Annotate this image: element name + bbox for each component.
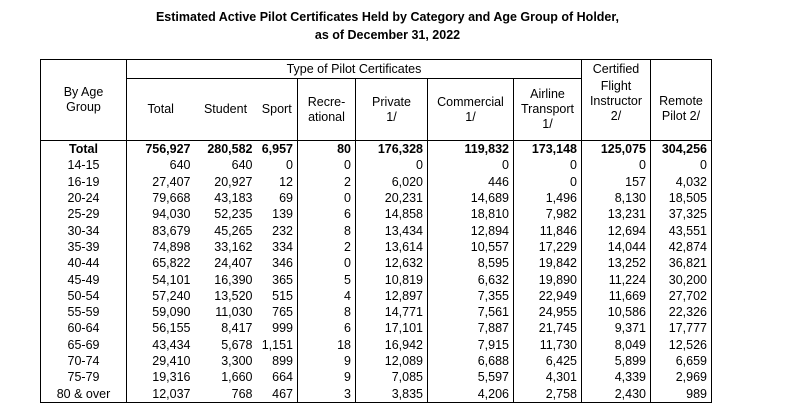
- value-cell: 52,235: [214, 207, 253, 222]
- value-cell: 6,957: [257, 141, 298, 158]
- header-remote-top: [651, 60, 712, 79]
- value-cell: 446: [428, 174, 514, 190]
- value-cell: 11,030: [215, 305, 253, 320]
- value-cell: 8,417: [221, 321, 253, 336]
- value-cell: 5,597: [428, 369, 514, 385]
- value-cell: 2: [298, 174, 356, 190]
- value-cell: 280,582: [195, 141, 257, 158]
- value-cell: 1,660: [221, 370, 253, 385]
- value-cell: 37,325: [651, 206, 712, 222]
- value-cell: 11,669: [582, 288, 651, 304]
- value-cell: 365: [272, 272, 293, 287]
- value-cell: 94,030: [127, 206, 195, 222]
- value-cell: 12,694: [582, 222, 651, 238]
- value-cell: 0: [651, 157, 712, 173]
- table-row: [41, 337, 712, 353]
- value-cell: 8,595: [428, 255, 514, 271]
- value-cell: 8,049: [582, 337, 651, 353]
- value-cell: 30,200: [651, 271, 712, 287]
- value-cell: 12,089: [356, 353, 428, 369]
- value-cell: 765: [272, 305, 293, 320]
- value-cell: 20,231: [356, 190, 428, 206]
- table-row: [41, 239, 712, 255]
- value-cell: 9,371: [582, 320, 651, 336]
- value-cell: 119,832: [428, 141, 514, 158]
- value-cell: 346: [272, 256, 293, 271]
- value-cell: 14,689: [428, 190, 514, 206]
- value-cell: 59,090: [127, 304, 195, 320]
- value-cell: 54,101: [127, 271, 195, 287]
- value-cell: 6: [298, 206, 356, 222]
- value-cell: 11,730: [514, 337, 582, 353]
- age-group-cell: 60-64: [41, 320, 127, 336]
- value-cell: 999: [272, 321, 293, 336]
- age-group-cell: 35-39: [41, 239, 127, 255]
- value-cell: 33,162: [214, 239, 253, 254]
- value-cell: 13,520: [214, 288, 253, 303]
- value-cell: 13,614: [356, 239, 428, 255]
- value-cell: 664: [272, 370, 293, 385]
- header-student: Student: [203, 102, 248, 116]
- value-cell: 18: [298, 337, 356, 353]
- age-group-cell: 65-69: [41, 337, 127, 353]
- value-cell: 43,551: [651, 222, 712, 238]
- table-row: [41, 320, 712, 336]
- value-cell: 515: [272, 288, 293, 303]
- value-cell: 43,434: [127, 337, 195, 353]
- value-cell: 6,632: [428, 271, 514, 287]
- value-cell: 22,326: [651, 304, 712, 320]
- value-cell: 20,927: [214, 174, 253, 189]
- value-cell: 13,252: [582, 255, 651, 271]
- value-cell: 6,425: [514, 353, 582, 369]
- table-row: [41, 271, 712, 287]
- value-cell: 69: [279, 191, 293, 206]
- value-cell: 17,101: [356, 320, 428, 336]
- value-cell: 0: [514, 174, 582, 190]
- value-cell: 7,915: [428, 337, 514, 353]
- value-cell: 7,887: [428, 320, 514, 336]
- value-cell: 0: [582, 157, 651, 173]
- age-group-cell: 30-34: [41, 222, 127, 238]
- value-cell: 18,810: [428, 206, 514, 222]
- header-private: Private 1/: [356, 79, 428, 141]
- value-cell: 640: [127, 157, 195, 173]
- value-cell: 45,265: [214, 223, 253, 238]
- value-cell: 18,505: [651, 190, 712, 206]
- value-cell: 4,206: [428, 385, 514, 402]
- value-cell: 16,390: [214, 272, 253, 287]
- value-cell: 6,688: [428, 353, 514, 369]
- value-cell: 14,044: [582, 239, 651, 255]
- value-cell: 9: [298, 369, 356, 385]
- value-cell: 22,949: [514, 288, 582, 304]
- table-row: [41, 353, 712, 369]
- value-cell: 0: [286, 158, 293, 173]
- value-cell: 19,316: [127, 369, 195, 385]
- value-cell: 232: [272, 223, 293, 238]
- value-cell: 17,229: [514, 239, 582, 255]
- value-cell: 11,224: [582, 271, 651, 287]
- value-cell: 3,300: [221, 354, 253, 368]
- value-cell: 42,874: [651, 239, 712, 255]
- value-cell: 3,835: [356, 385, 428, 402]
- value-cell: 27,407: [127, 174, 195, 190]
- value-cell: 12,526: [651, 337, 712, 353]
- pilot-certificates-table: [40, 59, 712, 403]
- total-row: [41, 141, 712, 158]
- value-cell: 5,678: [221, 337, 253, 352]
- value-cell: 7,085: [356, 369, 428, 385]
- value-cell: 12,037: [127, 385, 195, 402]
- value-cell: 8,130: [582, 190, 651, 206]
- value-cell: 27,702: [651, 288, 712, 304]
- value-cell: 80: [298, 141, 356, 158]
- header-airline-transport: Airline Transport 1/: [514, 79, 582, 141]
- table-title-line-2: as of December 31, 2022: [314, 28, 461, 42]
- table-row: [41, 157, 712, 173]
- value-cell: 7,355: [428, 288, 514, 304]
- value-cell: 11,846: [514, 222, 582, 238]
- age-group-cell: Total: [41, 141, 127, 158]
- value-cell: 1,496: [514, 190, 582, 206]
- value-cell: 13,231: [582, 206, 651, 222]
- value-cell: 2,430: [582, 385, 651, 402]
- value-cell: 29,410: [127, 353, 195, 369]
- header-cfi-top: Certified: [582, 60, 651, 79]
- value-cell: 56,155: [127, 320, 195, 336]
- value-cell: 756,927: [127, 141, 195, 158]
- age-group-cell: 55-59: [41, 304, 127, 320]
- table-row: [41, 255, 712, 271]
- value-cell: 13,434: [356, 222, 428, 238]
- value-cell: 43,183: [214, 191, 253, 206]
- header-flight-instructor: Flight Instructor 2/: [582, 79, 651, 141]
- value-cell: 12,894: [428, 222, 514, 238]
- value-cell: 0: [298, 255, 356, 271]
- value-cell: 19,842: [514, 255, 582, 271]
- value-cell: 7,982: [514, 206, 582, 222]
- table-row: [41, 304, 712, 320]
- value-cell: 157: [582, 174, 651, 190]
- table-row: [41, 288, 712, 304]
- header-sport: Sport: [261, 102, 292, 116]
- value-cell: 12,632: [356, 255, 428, 271]
- value-cell: 10,586: [582, 304, 651, 320]
- age-group-cell: 45-49: [41, 271, 127, 287]
- value-cell: 2,758: [514, 385, 582, 402]
- value-cell: 83,679: [127, 222, 195, 238]
- value-cell: 17,777: [651, 320, 712, 336]
- value-cell: 14,771: [356, 304, 428, 320]
- value-cell: 5: [298, 271, 356, 287]
- value-cell: 139: [272, 207, 293, 222]
- value-cell: 0: [356, 157, 428, 173]
- header-age-group: By Age Group: [41, 60, 127, 141]
- value-cell: 4: [298, 288, 356, 304]
- value-cell: 65,822: [127, 255, 195, 271]
- value-cell: 0: [428, 157, 514, 173]
- value-cell: 7,561: [428, 304, 514, 320]
- header-remote-pilot: Remote Pilot 2/: [651, 79, 712, 141]
- table-row: [41, 206, 712, 222]
- value-cell: 899: [272, 354, 293, 368]
- value-cell: 125,075: [582, 141, 651, 158]
- age-group-cell: 20-24: [41, 190, 127, 206]
- value-cell: 12,897: [356, 288, 428, 304]
- value-cell: 19,890: [514, 271, 582, 287]
- table-row: [41, 222, 712, 238]
- value-cell: 6: [298, 320, 356, 336]
- value-cell: 8: [298, 222, 356, 238]
- value-cell: 21,745: [514, 320, 582, 336]
- header-commercial: Commercial 1/: [428, 79, 514, 141]
- table-title-line-1: Estimated Active Pilot Certificates Held by Category and Age Group of Holder,: [155, 10, 620, 24]
- value-cell: 0: [298, 157, 356, 173]
- table-row: [41, 385, 712, 402]
- value-cell: 24,407: [214, 256, 253, 271]
- value-cell: 12: [279, 174, 293, 189]
- age-group-cell: 75-79: [41, 369, 127, 385]
- value-cell: 16,942: [356, 337, 428, 353]
- age-group-cell: 70-74: [41, 353, 127, 369]
- value-cell: 304,256: [651, 141, 712, 158]
- table-row: [41, 190, 712, 206]
- age-group-cell: 16-19: [41, 174, 127, 190]
- value-cell: 4,032: [651, 174, 712, 190]
- value-cell: 36,821: [651, 255, 712, 271]
- value-cell: 173,148: [514, 141, 582, 158]
- value-cell: 2: [298, 239, 356, 255]
- value-cell: 4,339: [582, 369, 651, 385]
- header-total: Total: [127, 79, 195, 141]
- value-cell: 467: [257, 385, 298, 402]
- value-cell: 640: [231, 158, 253, 173]
- age-group-cell: 50-54: [41, 288, 127, 304]
- value-cell: 8: [298, 304, 356, 320]
- value-cell: 10,557: [428, 239, 514, 255]
- value-cell: 6,659: [651, 353, 712, 369]
- value-cell: 176,328: [356, 141, 428, 158]
- table-row: [41, 174, 712, 190]
- age-group-cell: 40-44: [41, 255, 127, 271]
- header-recreational: Recre- ational: [298, 79, 356, 141]
- table-body: [41, 141, 712, 403]
- age-group-cell: 25-29: [41, 206, 127, 222]
- value-cell: 24,955: [514, 304, 582, 320]
- value-cell: 1,151: [261, 337, 293, 352]
- table-row: [41, 369, 712, 385]
- age-group-cell: 80 & over: [41, 385, 127, 402]
- value-cell: 6,020: [356, 174, 428, 190]
- value-cell: 10,819: [356, 271, 428, 287]
- value-cell: 768: [195, 385, 257, 402]
- value-cell: 79,668: [127, 190, 195, 206]
- value-cell: 3: [298, 385, 356, 402]
- value-cell: 334: [272, 239, 293, 254]
- value-cell: 0: [514, 157, 582, 173]
- value-cell: 9: [298, 353, 356, 369]
- value-cell: 57,240: [127, 288, 195, 304]
- value-cell: 989: [651, 385, 712, 402]
- value-cell: 0: [298, 190, 356, 206]
- value-cell: 74,898: [127, 239, 195, 255]
- value-cell: 2,969: [651, 369, 712, 385]
- age-group-cell: 14-15: [41, 157, 127, 173]
- value-cell: 5,899: [582, 353, 651, 369]
- value-cell: 14,858: [356, 206, 428, 222]
- value-cell: 4,301: [514, 369, 582, 385]
- header-type-group: Type of Pilot Certificates: [127, 60, 582, 79]
